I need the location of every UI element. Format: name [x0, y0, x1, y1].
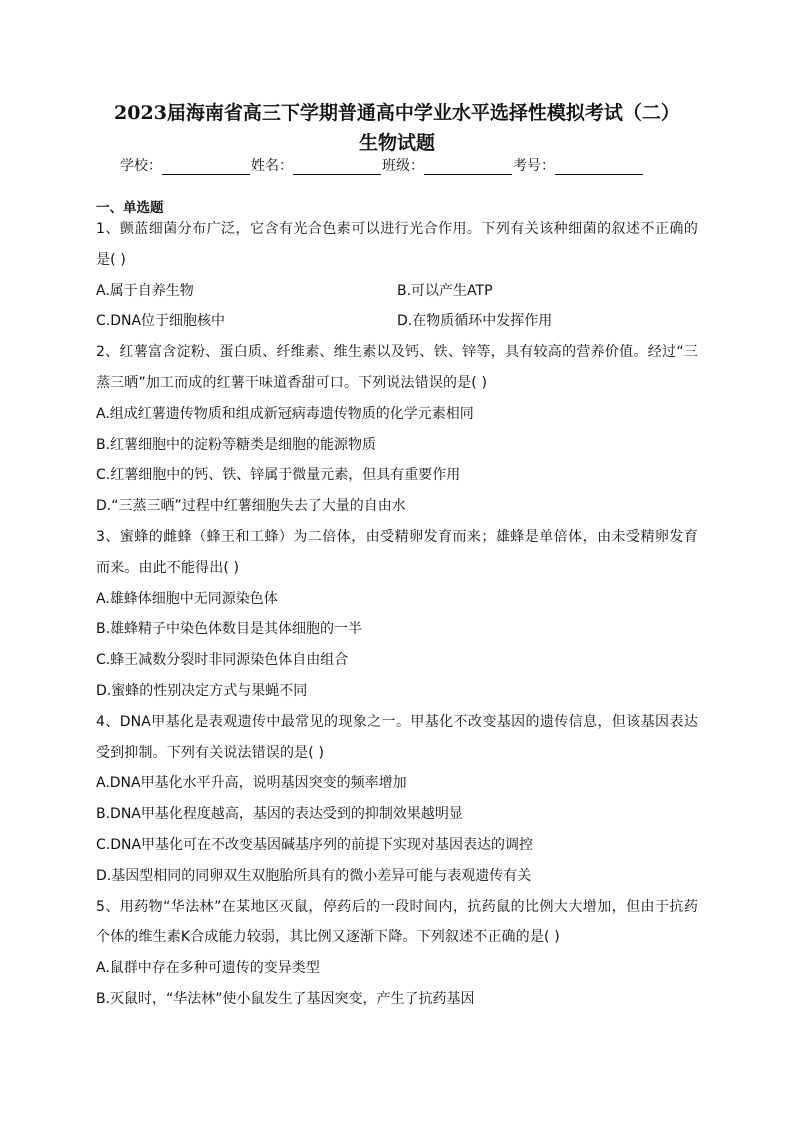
option: C.DNA位于细胞核中	[96, 313, 226, 330]
question-stem: 4、DNA甲基化是表观遗传中最常见的现象之一。甲基化不改变基因的遗传信息，但该基因表达受到抑制。下列有关说法错误的是( )	[96, 713, 698, 761]
exam-title: 2023届海南省高三下学期普通高中学业水平选择性模拟考试（二）	[114, 102, 680, 124]
option: A.鼠群中存在多种可遗传的变异类型	[96, 960, 320, 977]
option: A.DNA甲基化水平升高，说明基因突变的频率增加	[96, 775, 407, 792]
question-stem: 2、红薯富含淀粉、蛋白质、纤维素、维生素以及钙、铁、锌等，具有较高的营养价值。经过“三蒸三晒”加工而成的红薯干味道香甜可口。下列说法错误的是( )	[96, 344, 698, 391]
options-row	[96, 276, 698, 307]
option: D.基因型相同的同卵双生双胞胎所具有的微小差异可能与表观遗传有关	[96, 867, 532, 884]
option: B.红薯细胞中的淀粉等糖类是细胞的能源物质	[96, 436, 377, 453]
option: D.蜜蜂的性别决定方式与果蝇不同	[96, 682, 308, 699]
option: A.组成红薯遗传物质和组成新冠病毒遗传物质的化学元素相同	[96, 405, 474, 422]
option: A.雄蜂体细胞中无同源染色体	[96, 590, 278, 607]
option: C.红薯细胞中的钙、铁、锌属于微量元素，但具有重要作用	[96, 467, 461, 484]
exam-number-label: 考号：	[513, 158, 555, 174]
option: B.雄蜂精子中染色体数目是其体细胞的一半	[96, 621, 363, 638]
option: B.灭鼠时，“华法林”使小鼠发生了基因突变，产生了抗药基因	[96, 990, 475, 1007]
options-row	[96, 306, 698, 337]
student-info-row	[120, 155, 680, 175]
exam-number-blank	[555, 160, 643, 175]
section-heading: 一、单选题	[96, 200, 164, 216]
name-blank	[293, 160, 381, 175]
option: B.DNA甲基化程度越高，基因的表达受到的抑制效果越明显	[96, 806, 463, 823]
exam-subject-title: 生物试题	[358, 132, 435, 154]
class-label: 班级：	[382, 158, 424, 174]
school-blank	[162, 160, 250, 175]
option: A.属于自养生物	[96, 282, 194, 299]
questions-body	[96, 214, 698, 1015]
option: B.可以产生ATP	[397, 282, 493, 299]
option: D.在物质循环中发挥作用	[397, 313, 553, 330]
question-stem: 5、用药物“华法林”在某地区灭鼠，停药后的一段时间内，抗药鼠的比例大大增加，但由于抗药个体的维生素K合成能力较弱，其比例又逐渐下降。下列叙述不正确的是( )	[96, 898, 698, 946]
option: D.“三蒸三晒”过程中红薯细胞失去了大量的自由水	[96, 498, 406, 515]
question-stem: 3、蜜蜂的雌蜂（蜂王和工蜂）为二倍体，由受精卵发育而来；雄蜂是单倍体，由未受精卵发育而来。由此不能得出( )	[96, 528, 698, 576]
option: C.蜂王减数分裂时非同源染色体自由组合	[96, 652, 349, 669]
option: C.DNA甲基化可在不改变基因碱基序列的前提下实现对基因表达的调控	[96, 836, 534, 853]
class-blank	[424, 160, 512, 175]
question-stem: 1、颤蓝细菌分布广泛，它含有光合色素可以进行光合作用。下列有关该种细菌的叙述不正确的是( )	[96, 221, 698, 268]
school-label: 学校：	[120, 158, 162, 174]
name-label: 姓名：	[251, 158, 293, 174]
